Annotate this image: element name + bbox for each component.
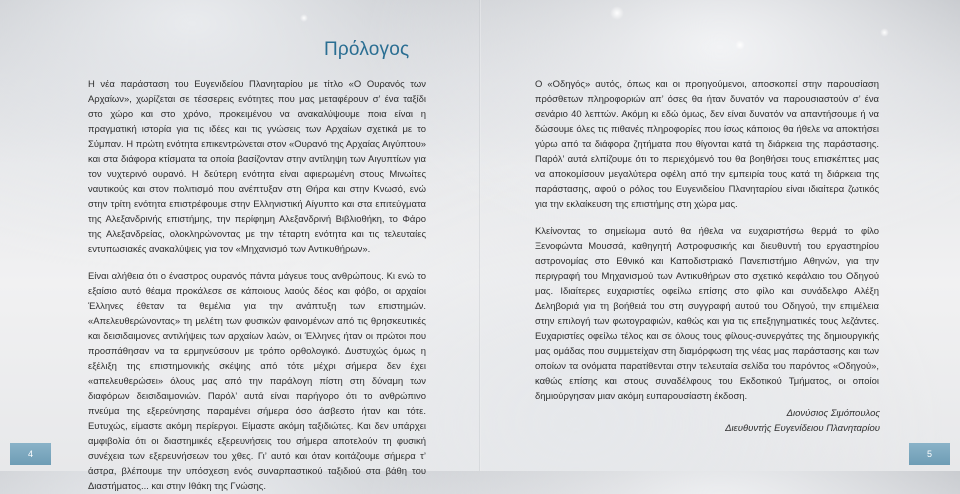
signature-block [700, 406, 880, 436]
left-text-column [88, 77, 426, 494]
paragraph: Είναι αλήθεια ότι ο έναστρος ουρανός πάντα μάγευε τους ανθρώπους. Κι ενώ το εξαίσιο αυτό θέαμα προκάλεσε σε κάποιους λαούς δέος και φόβο, οι αρχαίοι Έλληνες έθεταν τα θεμέλια για την ανάπτυξη των επιστημών. «Απελευθερώνοντας» τη μελέτη των φυσικών φαινομένων από τις θρησκευτικές και δεισιδαιμονες αντιλήψεις των αρχαίων λαών, οι Έλληνες ήταν οι πρώτοι που προσπάθησαν να τα ερμηνεύσουν με τρόπο ορθολογικό. Δυστυχώς όμως η εξέλιξη της επιστημονικής σκέψης από τότε μέχρι σήμερα δεν έχει «απελευθερώσει» όλους μας από την παράλογη πίστη στη δύναμη των διαφόρων δεισιδαιμονιών. Παρόλ’ αυτά είναι παρήγορο ότι το ανθρώπινο πνεύμα της εξερεύνησης παραμένει σήμερα όσο άσβεστο ήταν και τότε. Ευτυχώς, είμαστε ακόμη περίεργοι. Είμαστε ακόμη ταξιδιώτες. Και δεν υπάρχει αμφιβολία ότι οι διαστημικές εξερευνήσεις του σήμερα αποτελούν τη φυσική συνέχεια των εξερευνήσεων του χθες. Γι’ αυτό και όταν κοιτάζουμε σήμερα τ’ άστρα, βλέπουμε την υπόσχεση ενός συναρπαστικού ταξιδιού στα βάθη του Διαστήματος... και στην Ιθάκη της Γνώσης. [88, 271, 426, 492]
paragraph: Κλείνοντας το σημείωμα αυτό θα ήθελα να ευχαριστήσω θερμά το φίλο Ξενοφώντα Μουσσά, καθηγητή Αστροφυσικής και διευθυντή του εργαστηρίου αστρονομίας στο Εθνικό και Καποδιστριακό Πανεπιστήμιο Αθηνών, για την περιγραφή του Μηχανισμού των Αντικυθήρων στο σχετικό κεφάλαιο του Οδηγού μας. Ιδιαίτερες ευχαριστίες οφείλω επίσης στο φίλο και συνάδελφο Αλέξη Δεληβοριά για τη βοήθειά του στη συγγραφή αυτού του Οδηγού, την επιμέλεια στην επιλογή των φωτογραφιών, καθώς και για τις επεξηγηματικές τους λεζάντες. Ευχαριστίες οφείλω τέλος και σε όλους τους φίλους-συνεργάτες της δημιουργικής μας ομάδας που συμμετείχαν στη διαμόρφωση της νέας μας παράστασης και των οποίων τα ονόματα παρατίθενται στην τελευταία σελίδα του παρόντος «Οδηγού», καθώς επίσης και στους συναδέλφους του Εκδοτικού Τμήματος, οι οποίοι δημιούργησαν μιαν ακόμη ευπαρουσίαστη έκδοση. [535, 226, 879, 402]
page-number-right: 5 [909, 443, 950, 465]
star-glow [880, 28, 889, 37]
page-gutter [479, 0, 481, 471]
star-glow [610, 6, 624, 20]
page-title: Πρόλογος [324, 39, 410, 60]
right-text-column [535, 77, 879, 404]
star-glow [735, 40, 745, 50]
signature-role: Διευθυντής Ευγενίδειου Πλανηταρίου [725, 423, 880, 434]
paragraph: Ο «Οδηγός» αυτός, όπως και οι προηγούμενοι, αποσκοπεί στην παρουσίαση πρόσθετων πληροφοριών απ’ όσες θα ήταν δυνατόν να παρουσιαστούν σ’ ένα σενάριο 40 λεπτών. Ακόμη κι εδώ όμως, δεν είναι δυνατόν να απαντήσουμε ή να δώσουμε όλες τις πιθανές πληροφορίες που ίσως κάποιος θα ήθελε να αποκτήσει γύρω από τα διάφορα ζητήματα που θίγονται κατά τη διάρκεια της παράστασης. Παρόλ’ αυτά ελπίζουμε ότι το περιεχόμενό του θα βοηθήσει τους επισκέπτες μας να αποκομίσουν μεγαλύτερα οφέλη από την εμπειρία τους κατά τη διάρκεια της παράστασης, αφού ο ρόλος του Ευγενιδείου Πλανηταρίου είναι ιδιαίτερα ζωτικός για την εκλαίκευση της επιστήμης στη χώρα μας. [535, 79, 879, 210]
page-number-left: 4 [10, 443, 51, 465]
paragraph: Η νέα παράσταση του Ευγενιδείου Πλανηταρίου με τίτλο «Ο Ουρανός των Αρχαίων», χωρίζεται σε τέσσερεις ενότητες που μας μεταφέρουν σ’ ένα ταξίδι στο χώρο και στο χρόνο, προκειμένου να ανακαλύψουμε ποια είναι η πραγματική ιστορία για τις ιδέες και τις γνώσεις των Αρχαίων σχετικά με το Σύμπαν. Η πρώτη ενότητα επικεντρώνεται στον «Ουρανό της Αρχαίας Αιγύπτου» και στα διάφορα κτίσματα τα οποία βασίζονταν στην αντίληψη των Αιγυπτίων για τον νυχτερινό ουρανό. Η δεύτερη ενότητα είναι αφιερωμένη στους Μινωίτες ναυτικούς και στον πολιτισμό που ανέπτυξαν στη Θήρα και στην Κνωσό, ενώ στην τρίτη ενότητα επιστρέφουμε στην Ελληνιστική Αίγυπτο και στα επιτεύγματα της Αλεξανδρινής επιστήμης, την περίφημη Αλεξανδρινή Βιβλιοθήκη, το Φάρο της Αλεξανδρείας, ολοκληρώνοντας με την τέταρτη ενότητα και τις τελευταίες εντυπωσιακές ανακαλύψεις για τον «Μηχανισμό των Αντικυθήρων». [88, 79, 426, 255]
signature-name: Διονύσιος Σιμόπουλος [786, 408, 880, 419]
star-glow [300, 14, 308, 22]
